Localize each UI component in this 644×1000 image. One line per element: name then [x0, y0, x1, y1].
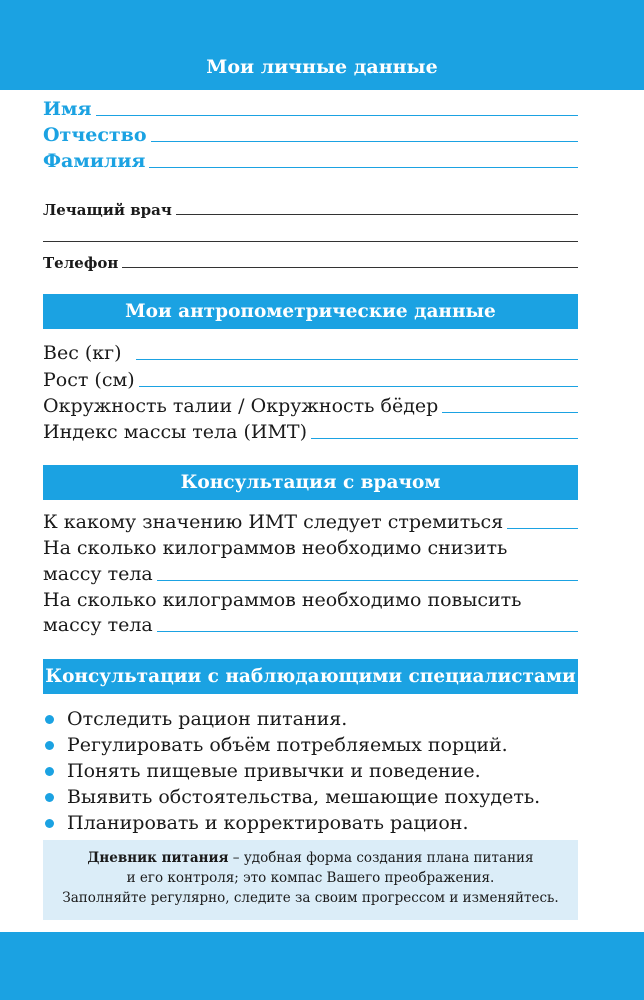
increase-field[interactable] [157, 631, 578, 632]
increase-row [43, 614, 578, 636]
food-diary-note [43, 840, 578, 920]
doctor-field[interactable] [176, 214, 578, 215]
bullet-dot-icon [45, 767, 54, 776]
list-item: Отследить рацион питания. [43, 706, 588, 732]
consultation-header: Консультация с врачом [43, 465, 578, 500]
bullet-dot-icon [45, 819, 54, 828]
list-item: Планировать и корректировать рацион. [43, 810, 588, 836]
bottom-band [0, 932, 644, 1000]
target-bmi-label: К какому значению ИМТ следует стремиться [43, 511, 504, 533]
reduce-field[interactable] [157, 580, 578, 581]
note-line1 [43, 848, 578, 868]
weight-label: Вес (кг) [43, 342, 122, 364]
note-rest: – удобная форма создания плана питания [228, 850, 534, 866]
waist-hip-field[interactable] [442, 412, 578, 413]
reduce-label-line1: На сколько килограммов необходимо снизить [43, 537, 508, 559]
bmi-field[interactable] [311, 438, 578, 439]
target-bmi-field[interactable] [507, 528, 578, 529]
bmi-row [43, 421, 578, 443]
first-name-row [43, 98, 578, 120]
phone-field[interactable] [122, 267, 578, 268]
personal-data-title: Мои личные данные [206, 56, 438, 78]
anthropometric-header: Мои антропометрические данные [43, 294, 578, 329]
phone-label: Телефон [43, 254, 119, 272]
list-item: Выявить обстоятельства, мешающие похудеть. [43, 784, 588, 810]
list-item: Регулировать объём потребляемых порций. [43, 732, 588, 758]
patronymic-label: Отчество [43, 124, 147, 146]
bmi-label: Индекс массы тела (ИМТ) [43, 421, 307, 443]
reduce-label-line2: массу тела [43, 563, 153, 585]
last-name-row [43, 150, 578, 172]
height-field[interactable] [139, 386, 578, 387]
note-line2: и его контроля; это компас Вашего преображения. [126, 870, 495, 886]
patronymic-field[interactable] [151, 141, 578, 142]
reduce-row [43, 563, 578, 585]
weight-row [43, 342, 578, 364]
bullet-dot-icon [45, 741, 54, 750]
specialists-list [43, 706, 588, 836]
waist-hip-row [43, 395, 578, 417]
height-row [43, 369, 578, 391]
bullet-dot-icon [45, 793, 54, 802]
height-label: Рост (см) [43, 369, 135, 391]
doctor-field-extra-line[interactable] [43, 241, 578, 242]
last-name-label: Фамилия [43, 150, 146, 172]
target-bmi-row [43, 511, 578, 533]
increase-label-line2: массу тела [43, 614, 153, 636]
list-item: Понять пищевые привычки и поведение. [43, 758, 588, 784]
doctor-row [43, 201, 578, 219]
note-line3: Заполняйте регулярно, следите за своим прогрессом и изменяйтесь. [62, 890, 559, 906]
bullet-dot-icon [45, 715, 54, 724]
last-name-field[interactable] [149, 167, 578, 168]
first-name-field[interactable] [96, 115, 579, 116]
patronymic-row [43, 124, 578, 146]
specialists-header: Консультации с наблюдающими специалистами [43, 659, 578, 694]
note-bold: Дневник питания [87, 850, 229, 866]
increase-label-line1: На сколько килограммов необходимо повысить [43, 589, 522, 611]
first-name-label: Имя [43, 98, 92, 120]
phone-row [43, 254, 578, 272]
weight-field[interactable] [136, 359, 578, 360]
waist-hip-label: Окружность талии / Окружность бёдер [43, 395, 439, 417]
doctor-label: Лечащий врач [43, 201, 172, 219]
